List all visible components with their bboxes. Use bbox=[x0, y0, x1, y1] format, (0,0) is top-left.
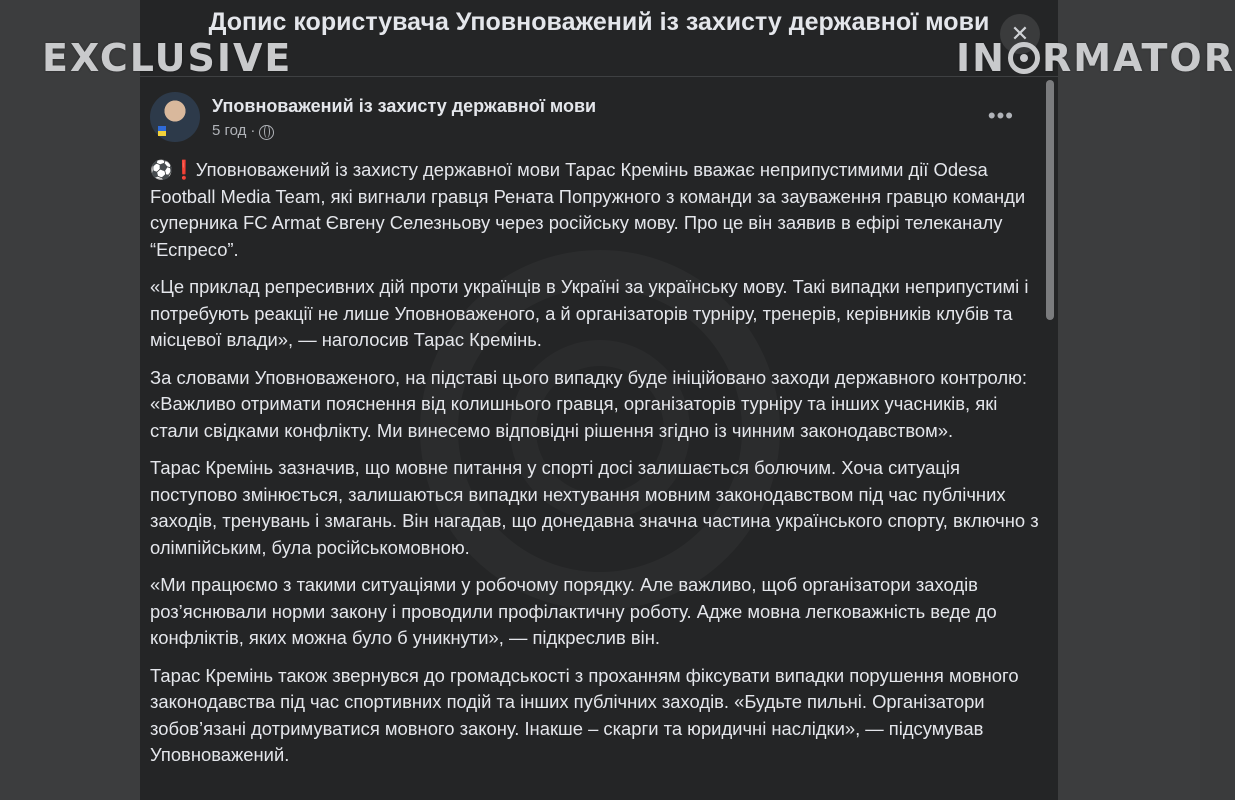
logo-eye-icon bbox=[1008, 42, 1040, 74]
informator-logo bbox=[956, 36, 1235, 80]
post-paragraph: Тарас Кремінь також звернувся до громадськості з проханням фіксувати випадки порушення мовного законодавства під час спортивних подій та інших публічних заходів. «Будьте пильні. Організатори зобов’язані дотримуватися мовного закону. Інакше – скарги та юридичні наслідки», — підсумував Уповноважений. bbox=[150, 664, 1019, 765]
dialog-title: Допис користувача Уповноважений із захисту державної мови bbox=[208, 8, 990, 36]
logo-text-suffix: RMATOR bbox=[1041, 36, 1235, 80]
globe-icon[interactable] bbox=[259, 125, 274, 140]
post-header bbox=[150, 92, 1030, 148]
more-icon: ••• bbox=[987, 103, 1014, 128]
scrollbar-thumb[interactable] bbox=[1046, 80, 1054, 320]
post-paragraph: ⚽❗Уповноважений із захисту державної мови Тарас Кремінь вважає неприпустимими дії Odesa Football Media Team, які вигнали гравця Рената Попружного з команди за зауваження гравцю команди суперника FC Armat Євгену Селезньову через російську мову. Про це він заявив в ефірі телеканалу “Еспресо”. bbox=[150, 159, 1026, 260]
post-time[interactable]: 5 год bbox=[212, 122, 247, 139]
post-paragraph: За словами Уповноваженого, на підставі цього випадку буде ініційовано заходи державного контролю: «Важливо отримати пояснення від колишнього гравця, організаторів турніру та інших учасників, які стали свідками конфлікту. Ми винесемо відповідні рішення згідно із чинним законодавством». bbox=[150, 366, 1028, 441]
post-paragraph: «Ми працюємо з такими ситуаціями у робочому порядку. Але важливо, щоб організатори заходів роз’яснювали норми закону і проводили профілактичну роботу. Адже мовна легковажність веде до конфліктів, яких можна було б уникнути», — підкреслив він. bbox=[150, 574, 997, 648]
backdrop-left bbox=[0, 0, 140, 800]
close-icon: ✕ bbox=[1010, 21, 1030, 46]
avatar[interactable] bbox=[150, 92, 200, 142]
page-name-link[interactable]: Уповноважений із захисту державної мови bbox=[212, 96, 597, 116]
post-dialog bbox=[140, 0, 1058, 800]
backdrop-right bbox=[1058, 0, 1200, 800]
flag-icon bbox=[158, 126, 166, 136]
post-body bbox=[150, 157, 1046, 780]
post-paragraph: «Це приклад репресивних дій проти українців в Україні за українську мову. Такі випадки неприпустимі і потребують реакції не лише Уповноваженого, а й організаторів турніру, тренерів, керівників клубів та місцевої влади», — наголосив Тарас Кремінь. bbox=[150, 276, 1029, 350]
more-options-button[interactable] bbox=[987, 103, 1014, 128]
post-meta bbox=[212, 121, 274, 141]
exclusive-label: EXCLUSIVE bbox=[42, 36, 293, 80]
logo-text-prefix: IN bbox=[956, 36, 1006, 80]
post-paragraph: Тарас Кремінь зазначив, що мовне питання у спорті досі залишається болючим. Хоча ситуація поступово змінюється, залишаються випадки нехтування мовним законодавством під час публічних заходів, тренувань і змагань. Він нагадав, що донедавна значна частина українського спорту, включно з олімпійським, була російськомовною. bbox=[150, 457, 1039, 558]
meta-separator: · bbox=[250, 122, 256, 139]
